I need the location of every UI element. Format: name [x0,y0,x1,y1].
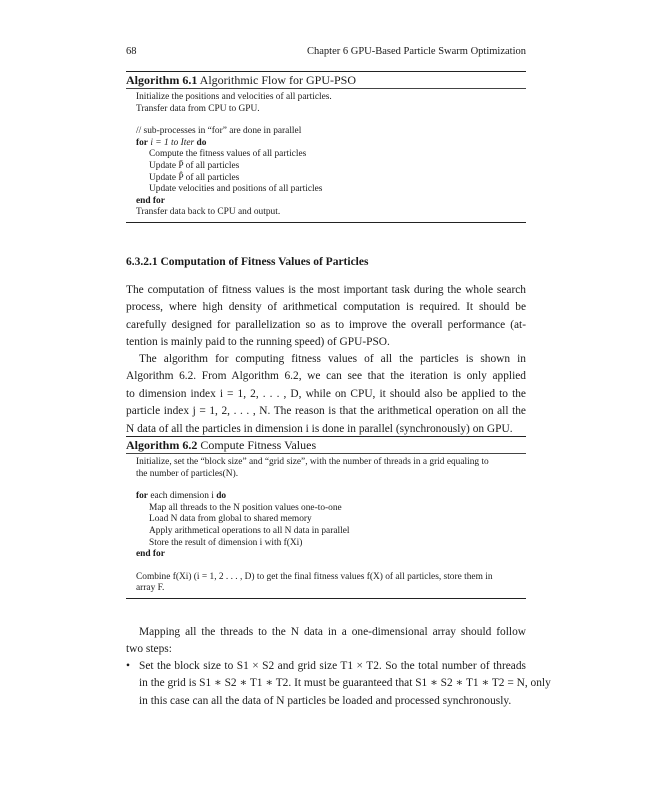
list-item [126,658,551,710]
text-line: process, where high density of arithmetical computation is required. It should be [126,301,526,314]
keyword-do: do [196,137,207,148]
algorithm-for-line [136,491,524,503]
algorithm-line: Apply arithmetical operations to all N data in parallel [149,525,350,536]
algorithm-line: Load N data from global to shared memory [149,514,312,525]
paragraph-3 [126,624,526,659]
loop-range: each dimension i [150,491,214,502]
algorithm-for-line [136,138,524,150]
bullet-list [126,658,551,710]
algorithm-bottom-rule [126,598,526,599]
algorithm-line: Combine f(Xi) (i = 1, 2 . . . , D) to get the final fitness values f(X) of all particles, store them in [136,571,493,582]
algorithm-label: Algorithm 6.2 [126,438,198,452]
keyword-end-for: end for [136,195,165,206]
algorithm-line: Initialize the positions and velocities of all particles. [136,92,332,102]
algorithm-comment: // sub-processes in “for” are done in parallel [136,126,302,137]
algorithm-line: Update P̂ of all particles [149,172,240,183]
keyword-for: for [136,491,148,502]
text-line: tention is mainly paid to the running speed) of GPU-PSO. [126,336,390,349]
algorithm-line: Initialize, set the “block size” and “grid size”, with the number of threads in a grid equaling to [136,457,489,467]
algorithm-caption [126,72,526,87]
algorithm-line: Map all threads to the N position values one-to-one [149,502,342,513]
algorithm-line: Store the result of dimension i with f(Xi) [149,537,303,548]
text-line: carefully designed for parallelization so as to improve the overall performance (at- [126,318,526,331]
algorithm-body [126,454,526,598]
algorithm-title: Algorithmic Flow for GPU-PSO [199,73,357,87]
paragraph-2 [126,351,526,438]
algorithm-line: Update P̄ of all particles [149,160,240,171]
text-line: particle index j = 1, 2, . . . , N. The reason is that the arithmetical operation on all the [126,405,526,418]
keyword-for: for [136,137,148,148]
algorithm-line: Transfer data from CPU to GPU. [136,103,260,114]
text-line: in the grid is S1 ∗ S2 ∗ T1 ∗ T2. It must be guaranteed that S1 ∗ S2 ∗ T1 ∗ T2 = N, only [139,677,551,690]
text-line: Algorithm 6.2. From Algorithm 6.2, we can see that the iteration is only applied [126,370,526,383]
algorithm-line: array F. [136,583,165,594]
algorithm-bottom-rule [126,222,526,223]
algorithm-label: Algorithm 6.1 [126,73,198,87]
text-line: in this case can all the data of N particles be loaded and processed synchronously. [139,694,512,707]
algorithm-6-1 [126,71,526,223]
algorithm-line: Update velocities and positions of all particles [149,184,323,195]
section-heading: 6.3.2.1 Computation of Fitness Values of Particles [126,256,369,268]
algorithm-title: Compute Fitness Values [200,438,317,452]
paragraph-1 [126,282,526,352]
page-number: 68 [126,46,137,57]
text-line: The computation of fitness values is the most important task during the whole search [126,284,526,296]
bullet-marker: • [126,660,130,672]
algorithm-body [126,89,526,222]
text-line: to dimension index i = 1, 2, . . . , D, while on CPU, it should also be applied to the [126,387,526,400]
text-line: Set the block size to S1 × S2 and grid size T1 × T2. So the total number of threads [139,660,526,672]
text-line: N data of all the particles in dimension i is done in parallel (synchronously) on GPU. [126,422,513,435]
algorithm-line: the number of particles(N). [136,468,239,479]
algorithm-line: Compute the fitness values of all particles [149,149,307,160]
keyword-end-for: end for [136,549,165,560]
keyword-do: do [216,491,227,502]
loop-range: i = 1 to Iter [150,137,195,148]
chapter-title: Chapter 6 GPU-Based Particle Swarm Optimization [307,46,526,57]
text-line: Mapping all the threads to the N data in a one-dimensional array should follow [139,626,526,638]
algorithm-6-2 [126,436,526,599]
text-line: two steps: [126,643,172,656]
text-line: The algorithm for computing fitness values of all the particles is shown in [139,353,526,365]
algorithm-line: Transfer data back to CPU and output. [136,207,281,218]
algorithm-caption [126,437,526,452]
